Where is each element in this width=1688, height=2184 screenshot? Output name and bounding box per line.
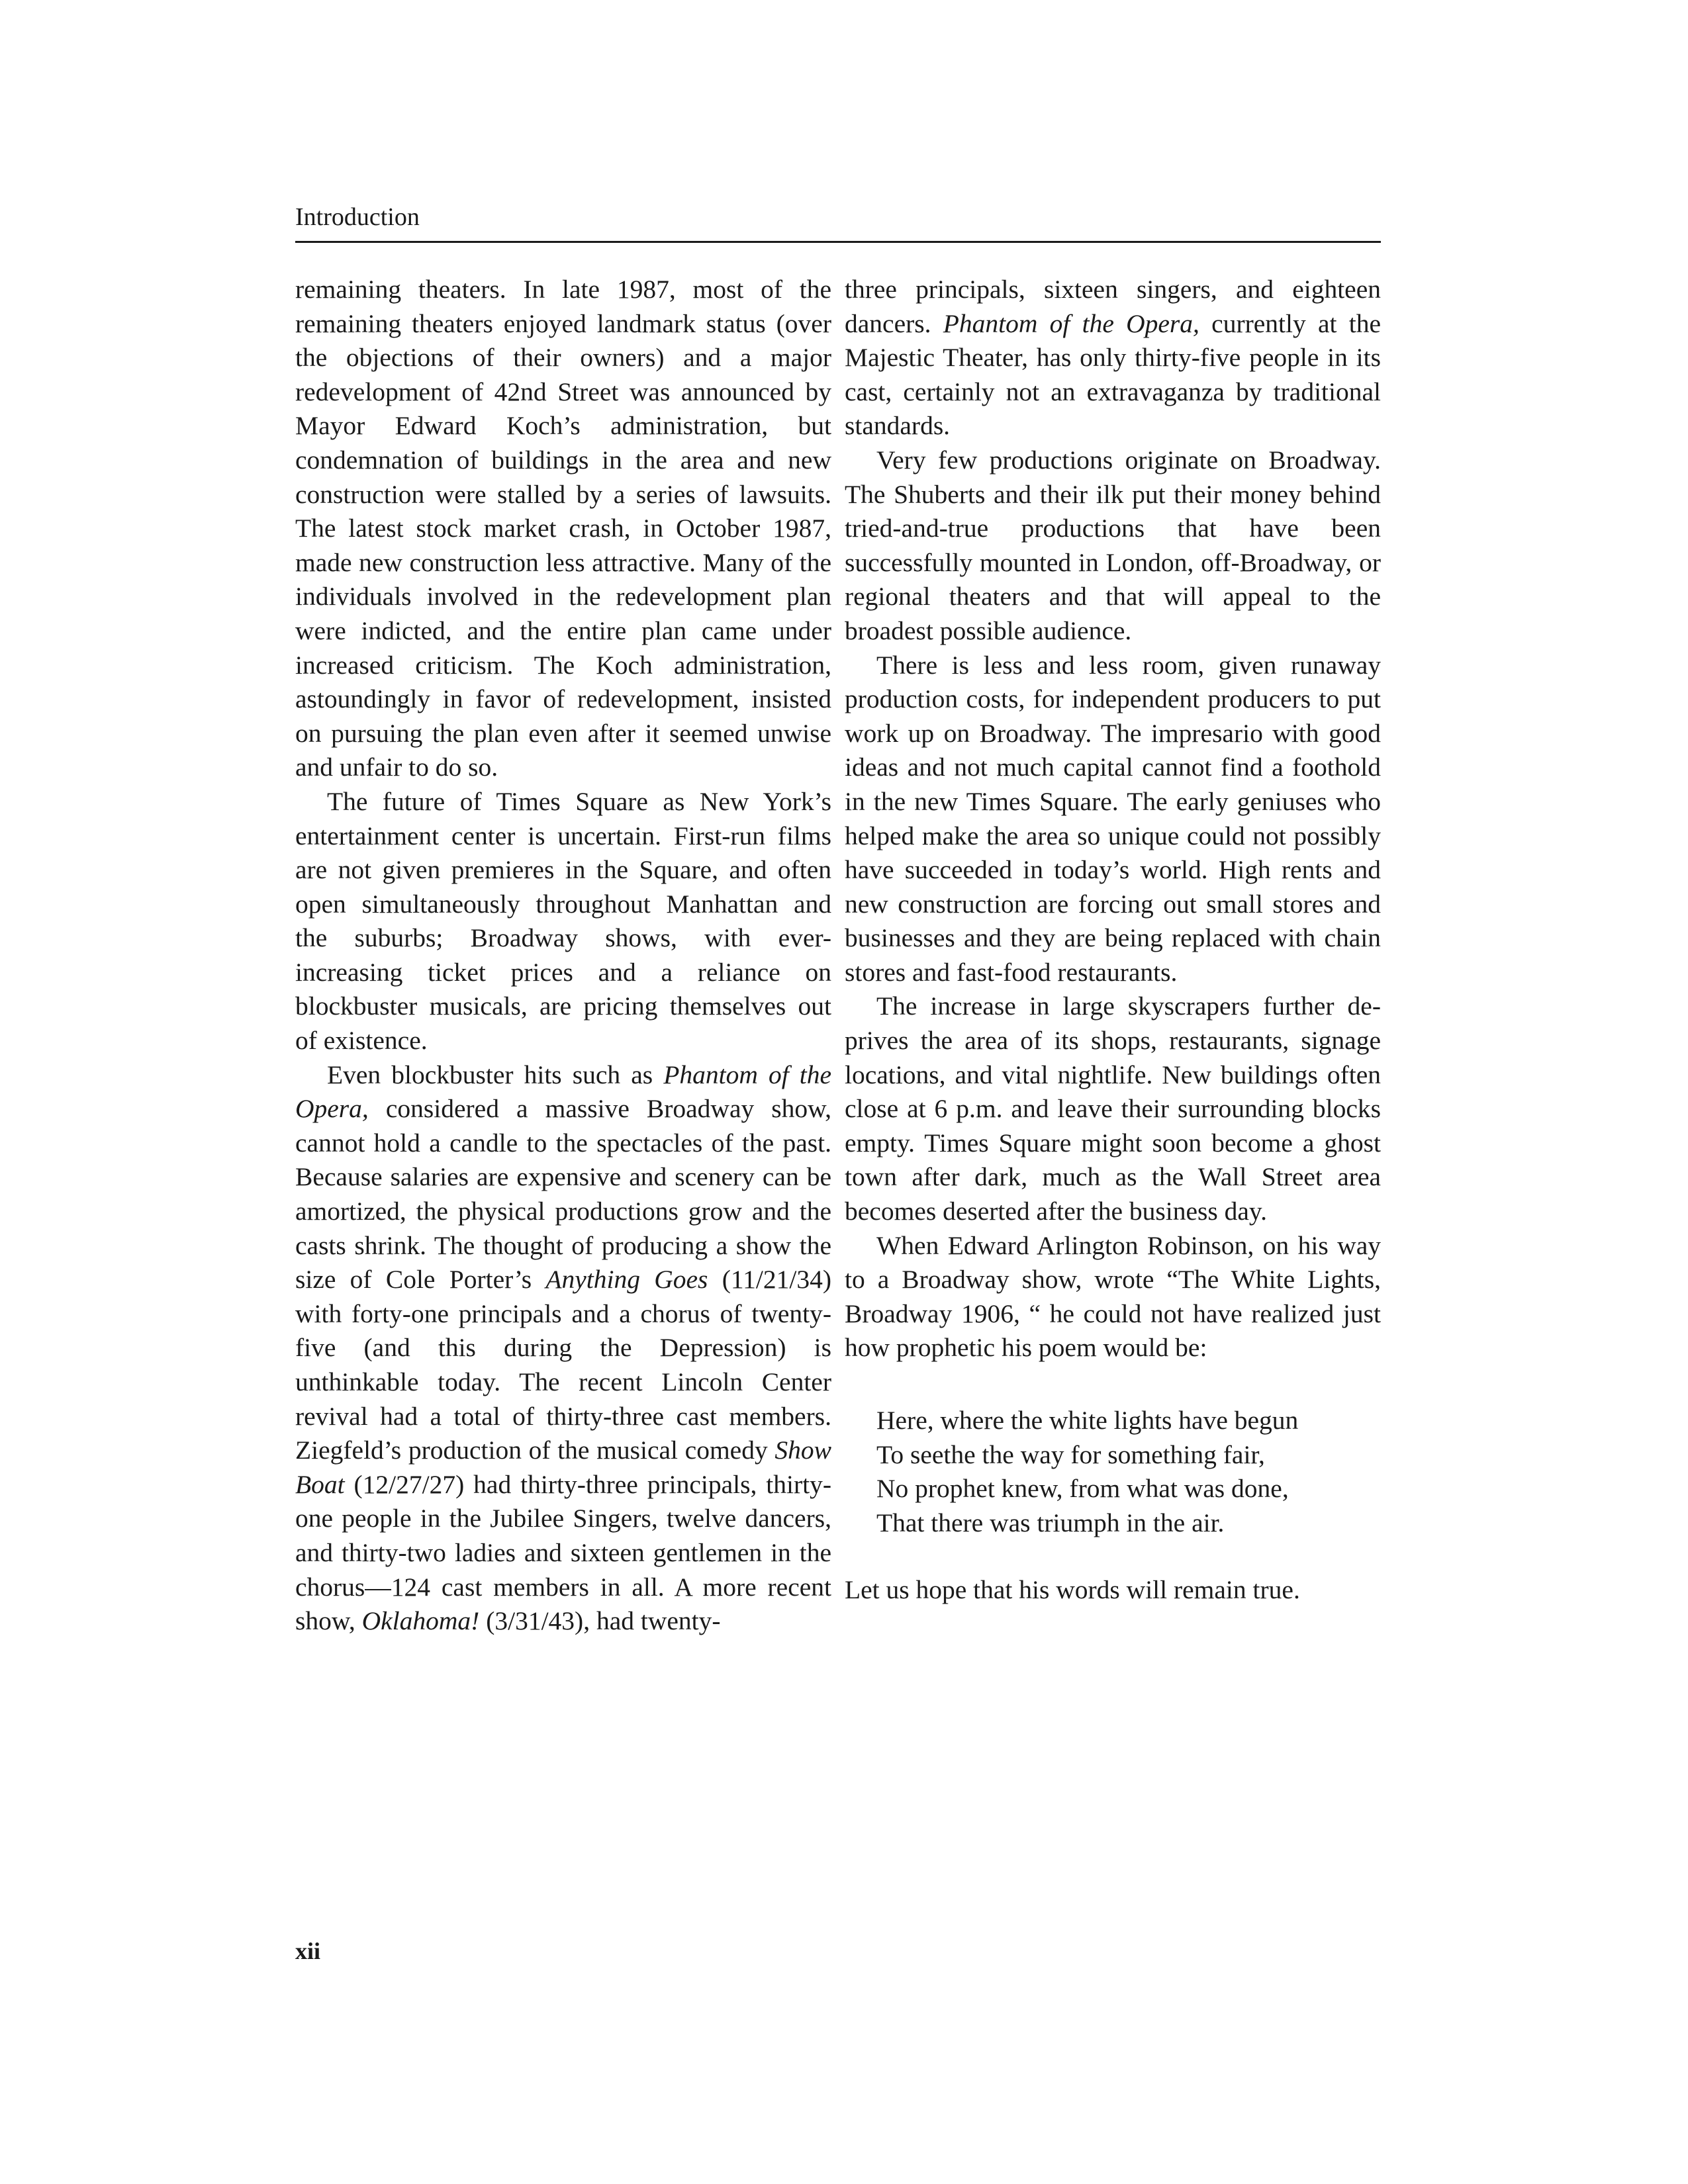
poem-line: To seethe the way for something fair,	[876, 1439, 1265, 1469]
paragraph-text: (11/21/34) with forty-one principals and a chorus of twenty-five (and this during the Depression) is unthinkable today. The recent Lincoln Center revival had a total of thirty-three cast members. Ziegfeld’s production of the musical comedy	[295, 1265, 831, 1465]
poem-line: That there was triumph in the air.	[876, 1508, 1225, 1537]
left-column	[295, 273, 831, 1639]
poem-line: No prophet knew, from what was done,	[876, 1474, 1289, 1504]
right-column	[845, 273, 1381, 1608]
paragraph: There is less and less room, given runaway production costs, for independent producers to put work up on Broadway. The impresario with good ideas and not much capital cannot find a foothold in the new Times Square. The early geniuses who helped make the area so unique could not possibly have succeeded in today’s world. High rents and new construction are forcing out small stores and businesses and they are being replaced with chain stores and fast-food restaurants.	[845, 650, 1381, 987]
show-title: Anything Goes	[545, 1265, 708, 1295]
show-title: Oklahoma!	[361, 1606, 480, 1636]
paragraph: When Edward Arlington Robinson, on his way to a Broadway show, wrote “The White Lights, Broadway 1906, “ he could not have realized just how prophetic his poem would be:	[845, 1230, 1381, 1363]
show-title: Show Boat	[295, 1435, 831, 1499]
paragraph: remaining theaters. In late 1987, most of the remaining theaters enjoyed landmark status (over the objections of their owners) and a major redevelopment of 42nd Street was announced by Mayor Edward Koch’s administration, but condemnation of buildings in the area and new construction were stalled by a series of lawsuits. The latest stock market crash, in October 1987, made new construction less attractive. Many of the individuals involved in the redevelopment plan were indicted, and the entire plan came under increased criticism. The Koch administration, astoundingly in favor of redevelopment, insisted on pursuing the plan even after it seemed unwise and unfair to do so.	[295, 275, 831, 782]
paragraph-text: considered a massive Broadway show, cannot hold a candle to the spectacles of the past. Because salaries are expensive and scenery can be amortized, the physical productions grow and the casts shrink. The thought of producing a show the size of Cole Porter’s	[295, 1094, 831, 1295]
poem-line: Here, where the white lights have begun	[876, 1406, 1299, 1435]
closing-line: Let us hope that his words will remain true.	[845, 1575, 1300, 1605]
paragraph: The increase in large skyscrapers further deprives the area of its shops, restaurants, signage locations, and vital nightlife. New buildings often close at 6 p.m. and leave their surrounding blocks empty. Times Square might soon become a ghost town after dark, much as the Wall Street area becomes deserted after the business day.	[845, 991, 1381, 1226]
poem-quote	[876, 1404, 1381, 1540]
show-title: Phantom of the Opera,	[295, 1060, 832, 1124]
page-number: xii	[295, 1938, 321, 1964]
running-head: Introduction	[295, 200, 1381, 243]
paragraph	[295, 1058, 831, 1639]
paragraph: Very few productions originate on Broadway. The Shuberts and their ilk put their money behind tried-and-true productions that have been successfully mounted in London, off-Broadway, or regional theaters and that will appeal to the broadest possible audience.	[845, 445, 1381, 645]
paragraph: The future of Times Square as New York’s entertainment center is uncertain. First-run films are not given premieres in the Square, and often open simultaneously throughout Manhattan and the suburbs; Broadway shows, with ever-increasing ticket prices and a reliance on blockbuster musicals, are pricing themselves out of existence.	[295, 786, 831, 1056]
paragraph-text: three principals, sixteen singers, and eighteen dancers.	[845, 275, 1381, 338]
paragraph-text: currently at the Majestic Theater, has only thirty-five people in its cast, certainly not an extravaganza by traditional standards.	[845, 308, 1381, 441]
paragraph	[845, 273, 1381, 443]
paragraph-text: Even blockbuster hits such as	[327, 1060, 664, 1089]
show-title: Phantom of the Opera,	[943, 308, 1199, 338]
paragraph-text: (12/27/27) had thirty-three principals, thirty-one people in the Jubilee Singers, twelve dancers, and thirty-two ladies and sixteen gentlemen in the chorus—124 cast members in all. A more recent show,	[295, 1469, 831, 1636]
paragraph-text: (3/31/43), had twenty-	[479, 1606, 721, 1636]
